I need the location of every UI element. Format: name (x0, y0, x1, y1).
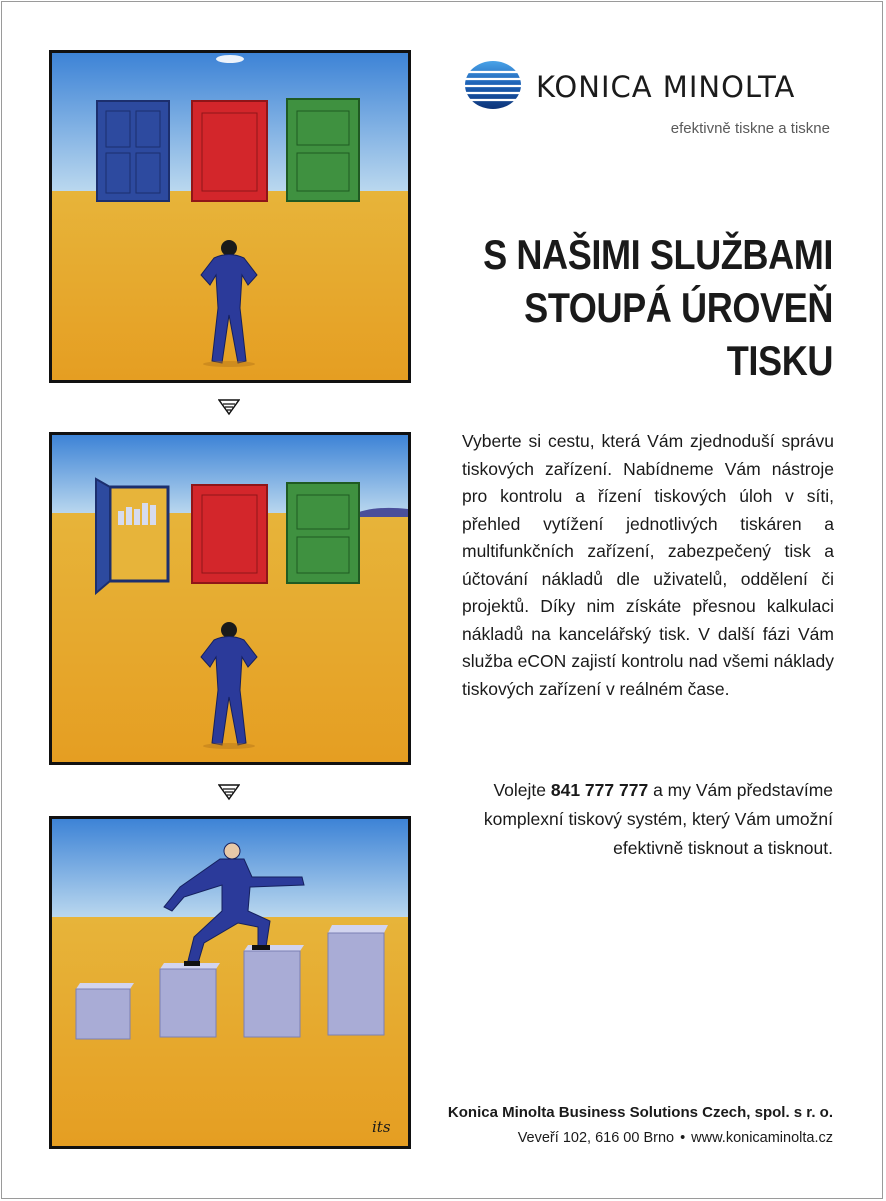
phone-number[interactable]: 841 777 777 (550, 780, 649, 800)
separator-dot: • (680, 1130, 686, 1146)
brand-logo[interactable] (464, 60, 834, 112)
illustration-panel-doors-closed (49, 50, 411, 383)
body-paragraph: Vyberte si cestu, která Vám zjednoduší správu tiskových zařízení. Nabídneme Vám nástroje pro kontrolu a řízení tiskových úloh v síti, přehled vytížení jednotlivých tiskáren a multifunkčních zařízení, zabezpečený tisk a účtování nákladů dle uživatelů, oddělení či projektů. Díky nim získáte přesnou kalkulaci nákladů na kancelářský tisk. V další fázi Vám služba eCON zajistí kontrolu nad všemi náklady tiskových zařízení v reálném čase. (462, 431, 834, 699)
brand-name: KONICA MINOLTA (536, 70, 796, 104)
artist-signature: its (372, 1118, 391, 1136)
step-block-1 (76, 983, 134, 1039)
green-door (287, 99, 359, 201)
headline-line-3: TISKU (726, 337, 833, 384)
call-to-action (461, 776, 833, 863)
step-block-2 (160, 963, 220, 1037)
street-address: Veveří 102, 616 00 Brno (517, 1130, 675, 1146)
headline (413, 228, 833, 387)
step-block-4 (328, 925, 388, 1035)
chevron-down-icon (218, 398, 240, 416)
red-door (192, 101, 267, 201)
illustration-panel-climbing-steps (49, 816, 411, 1149)
chevron-down-icon (218, 783, 240, 801)
cta-prefix: Volejte (493, 780, 546, 800)
open-blue-door (96, 479, 168, 593)
headline-line-2: STOUPÁ ÚROVEŇ (524, 284, 833, 331)
brand-tagline: efektivně tiskne a tiskne (670, 120, 830, 137)
globe-icon (464, 60, 522, 110)
website-link[interactable]: www.konicaminolta.cz (691, 1130, 833, 1146)
green-door (287, 483, 359, 583)
headline-line-1: S NAŠIMI SLUŽBAMI (483, 231, 833, 278)
step-block-3 (244, 945, 304, 1037)
cta-suffix: a my Vám představíme komplexní tiskový systém, který Vám umožní efektivně tisknout a tisknout. (483, 780, 833, 858)
blue-door (97, 101, 169, 201)
company-address (518, 1130, 833, 1146)
company-name: Konica Minolta Business Solutions Czech, spol. s r. o. (447, 1104, 833, 1121)
red-door (192, 485, 267, 583)
illustration-panel-door-open (49, 432, 411, 765)
